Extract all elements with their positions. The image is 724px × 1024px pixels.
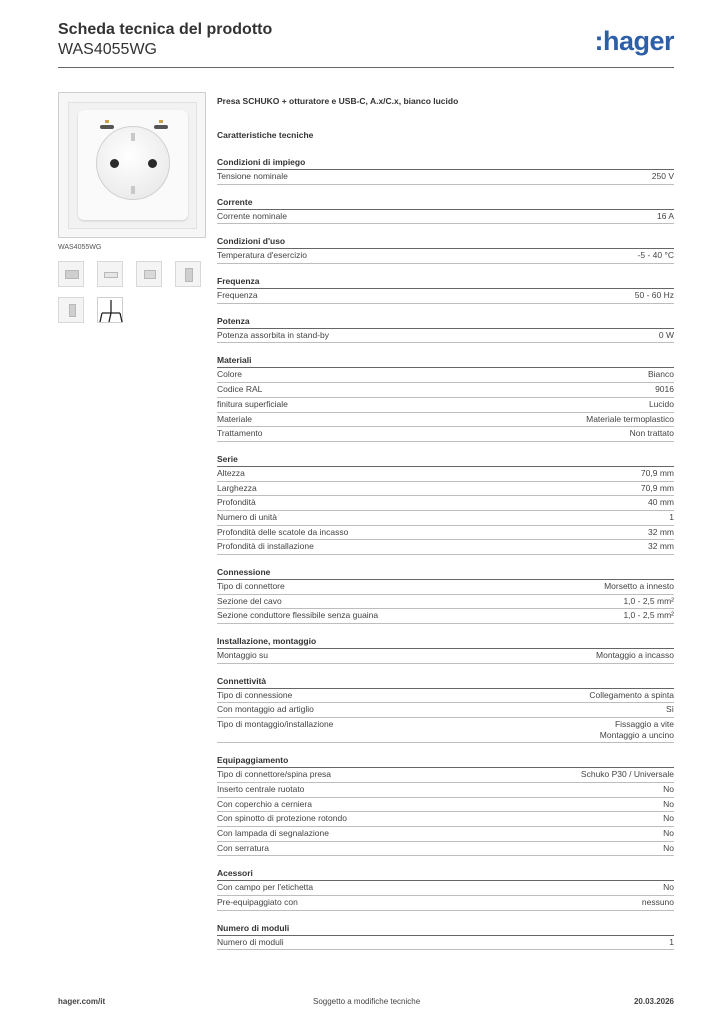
spec-section xyxy=(217,276,674,304)
spec-value: 1 xyxy=(669,936,674,947)
spec-label: Profondità di installazione xyxy=(217,541,314,552)
section-title: Connessione xyxy=(217,567,674,580)
earth-symbol-icon[interactable] xyxy=(97,297,123,323)
spec-label: Tipo di montaggio/installazione xyxy=(217,719,334,730)
spec-section xyxy=(217,454,674,555)
spec-value: 1 xyxy=(669,511,674,522)
mount-thumb[interactable] xyxy=(58,297,84,323)
spec-label: Con campo per l'etichetta xyxy=(217,882,314,893)
spec-value-line: Montaggio a uncino xyxy=(599,729,674,740)
image-caption: WAS4055WG xyxy=(58,244,102,251)
product-image xyxy=(58,92,206,238)
spec-section xyxy=(217,676,674,743)
spec-label: Sezione conduttore flessibile senza guaina xyxy=(217,610,379,621)
spec-value: Non trattato xyxy=(629,428,674,439)
spec-row xyxy=(217,798,674,813)
spec-label: Profondità delle scatole da incasso xyxy=(217,526,349,537)
spec-label: Pre-equipaggiato con xyxy=(217,896,298,907)
section-title: Installazione, montaggio xyxy=(217,636,674,649)
section-title: Serie xyxy=(217,454,674,467)
spec-row xyxy=(217,289,674,304)
spec-label: finitura superficiale xyxy=(217,398,288,409)
spec-value: 9016 xyxy=(655,384,674,395)
spec-row xyxy=(217,413,674,428)
spec-label: Colore xyxy=(217,369,243,380)
spec-label: Codice RAL xyxy=(217,384,263,395)
spec-section xyxy=(217,636,674,664)
spec-row xyxy=(217,827,674,842)
spec-row xyxy=(217,812,674,827)
spec-row xyxy=(217,383,674,398)
spec-label: Tipo di connessione xyxy=(217,689,293,700)
spec-value: -5 - 40 °C xyxy=(637,250,674,261)
spec-value: Lucido xyxy=(648,398,674,409)
spec-row xyxy=(217,689,674,704)
spec-label: Con lampada di segnalazione xyxy=(217,827,329,838)
product-description: Presa SCHUKO + otturatore e USB-C, A.x/C.x, bianco lucido xyxy=(217,96,459,106)
earth-clip-icon xyxy=(131,133,135,141)
spec-section xyxy=(217,923,674,951)
spec-value: Montaggio a incasso xyxy=(596,650,674,661)
spec-value: Materiale termoplastico xyxy=(586,413,674,424)
spec-row xyxy=(217,482,674,497)
thumbnail-gallery xyxy=(58,261,208,323)
document-title: Scheda tecnica del prodotto xyxy=(58,21,273,38)
spec-value: Collegamento a spinta xyxy=(589,689,674,700)
spec-row xyxy=(217,595,674,610)
spec-label: Tensione nominale xyxy=(217,171,288,181)
spec-value: 50 - 60 Hz xyxy=(634,290,674,301)
spec-row xyxy=(217,703,674,718)
spec-section xyxy=(217,197,674,225)
spec-label: Tipo di connettore xyxy=(217,581,285,591)
spec-value: No xyxy=(663,882,674,893)
section-title: Numero di moduli xyxy=(217,923,674,936)
technical-specs xyxy=(217,96,674,950)
section-title: Materiali xyxy=(217,355,674,368)
page-header xyxy=(58,20,674,68)
spec-value: No xyxy=(663,783,674,794)
hager-logo: :hager xyxy=(594,26,674,56)
socket-hole-icon xyxy=(110,159,119,168)
usb-c-port-icon xyxy=(154,125,168,129)
product-thumb[interactable] xyxy=(58,261,84,287)
spec-row xyxy=(217,649,674,664)
spec-value-line: Fissaggio a vite xyxy=(614,719,674,730)
spec-section xyxy=(217,755,674,856)
section-title: Potenza xyxy=(217,316,674,329)
spec-section xyxy=(217,316,674,344)
side-thumb[interactable] xyxy=(97,261,123,287)
section-title: Condizioni di impiego xyxy=(217,157,674,170)
earth-clip-icon xyxy=(131,186,135,194)
spec-value: Bianco xyxy=(648,369,674,380)
front-thumb[interactable] xyxy=(136,261,162,287)
spec-label: Con montaggio ad artiglio xyxy=(217,704,314,715)
spec-row xyxy=(217,609,674,624)
profile-thumb[interactable] xyxy=(175,261,201,287)
spec-label: Con serratura xyxy=(217,842,269,853)
spec-row xyxy=(217,842,674,857)
spec-value: 40 mm xyxy=(648,497,674,508)
spec-value: 32 mm xyxy=(648,541,674,552)
spec-value: 32 mm xyxy=(648,526,674,537)
spec-label: Larghezza xyxy=(217,482,257,493)
spec-value: No xyxy=(663,798,674,809)
spec-label: Materiale xyxy=(217,413,252,424)
section-title: Condizioni d'uso xyxy=(217,236,674,249)
spec-value: 16 A xyxy=(656,210,674,221)
spec-label: Trattamento xyxy=(217,428,263,439)
spec-row xyxy=(217,329,674,344)
spec-value: 0 W xyxy=(658,329,674,340)
spec-value: nessuno xyxy=(641,896,674,907)
spec-row xyxy=(217,210,674,225)
spec-row xyxy=(217,718,674,743)
footer-note: Soggetto a modifiche tecniche xyxy=(313,997,421,1006)
product-code: WAS4055WG xyxy=(58,41,157,58)
spec-row xyxy=(217,496,674,511)
spec-row xyxy=(217,896,674,911)
spec-row xyxy=(217,936,674,951)
spec-label: Temperatura d'esercizio xyxy=(217,250,307,261)
spec-label: Tipo di connettore/spina presa xyxy=(217,769,332,780)
spec-section xyxy=(217,355,674,441)
spec-label: Montaggio su xyxy=(217,650,269,661)
spec-label: Con spinotto di protezione rotondo xyxy=(217,813,347,824)
spec-value: No xyxy=(663,842,674,853)
spec-label: Altezza xyxy=(217,467,245,478)
product-media xyxy=(58,92,208,323)
spec-label: Con coperchio a cerniera xyxy=(217,798,312,809)
header-divider xyxy=(58,67,674,68)
spec-value: Sì xyxy=(665,704,674,715)
spec-label: Frequenza xyxy=(217,290,258,301)
footer-date: 20.03.2026 xyxy=(633,997,674,1006)
spec-row xyxy=(217,170,674,185)
spec-value: Morsetto a innesto xyxy=(604,581,674,591)
spec-row xyxy=(217,540,674,555)
spec-section xyxy=(217,236,674,264)
spec-row xyxy=(217,398,674,413)
section-title: Corrente xyxy=(217,197,674,210)
spec-section xyxy=(217,157,674,185)
spec-label: Numero di unità xyxy=(217,511,278,522)
spec-label: Corrente nominale xyxy=(217,210,287,221)
spec-value: No xyxy=(663,813,674,824)
spec-value xyxy=(600,719,674,740)
spec-value: 1,0 - 2,5 mm² xyxy=(623,595,674,606)
section-title: Acessori xyxy=(217,868,674,881)
spec-value: No xyxy=(663,827,674,838)
spec-value: Schuko P30 / Universale xyxy=(580,769,674,780)
usb-led-icon xyxy=(105,120,109,123)
spec-value: 70,9 mm xyxy=(640,467,674,478)
spec-row xyxy=(217,511,674,526)
spec-row xyxy=(217,427,674,442)
spec-sections xyxy=(217,157,674,950)
tech-heading: Caratteristiche tecniche xyxy=(217,130,314,140)
spec-section xyxy=(217,868,674,910)
spec-row xyxy=(217,467,674,482)
spec-row xyxy=(217,249,674,264)
usb-led-icon xyxy=(159,120,163,123)
spec-row xyxy=(217,768,674,783)
spec-section xyxy=(217,567,674,624)
socket-hole-icon xyxy=(148,159,157,168)
spec-label: Inserto centrale ruotato xyxy=(217,783,305,794)
section-title: Frequenza xyxy=(217,276,674,289)
footer-website-link[interactable]: hager.com/it xyxy=(58,997,106,1006)
spec-row xyxy=(217,881,674,896)
spec-value: 70,9 mm xyxy=(640,482,674,493)
spec-row xyxy=(217,526,674,541)
spec-value: 250 V xyxy=(651,171,674,181)
section-title: Connettività xyxy=(217,676,674,689)
spec-row xyxy=(217,368,674,383)
spec-label: Numero di moduli xyxy=(217,936,284,947)
usb-c-port-icon xyxy=(100,125,114,129)
spec-row xyxy=(217,783,674,798)
spec-label: Potenza assorbita in stand-by xyxy=(217,329,329,340)
spec-row xyxy=(217,580,674,595)
section-title: Equipaggiamento xyxy=(217,755,674,768)
spec-label: Profondità xyxy=(217,497,256,508)
spec-value: 1,0 - 2,5 mm² xyxy=(623,610,674,621)
spec-label: Sezione del cavo xyxy=(217,595,282,606)
